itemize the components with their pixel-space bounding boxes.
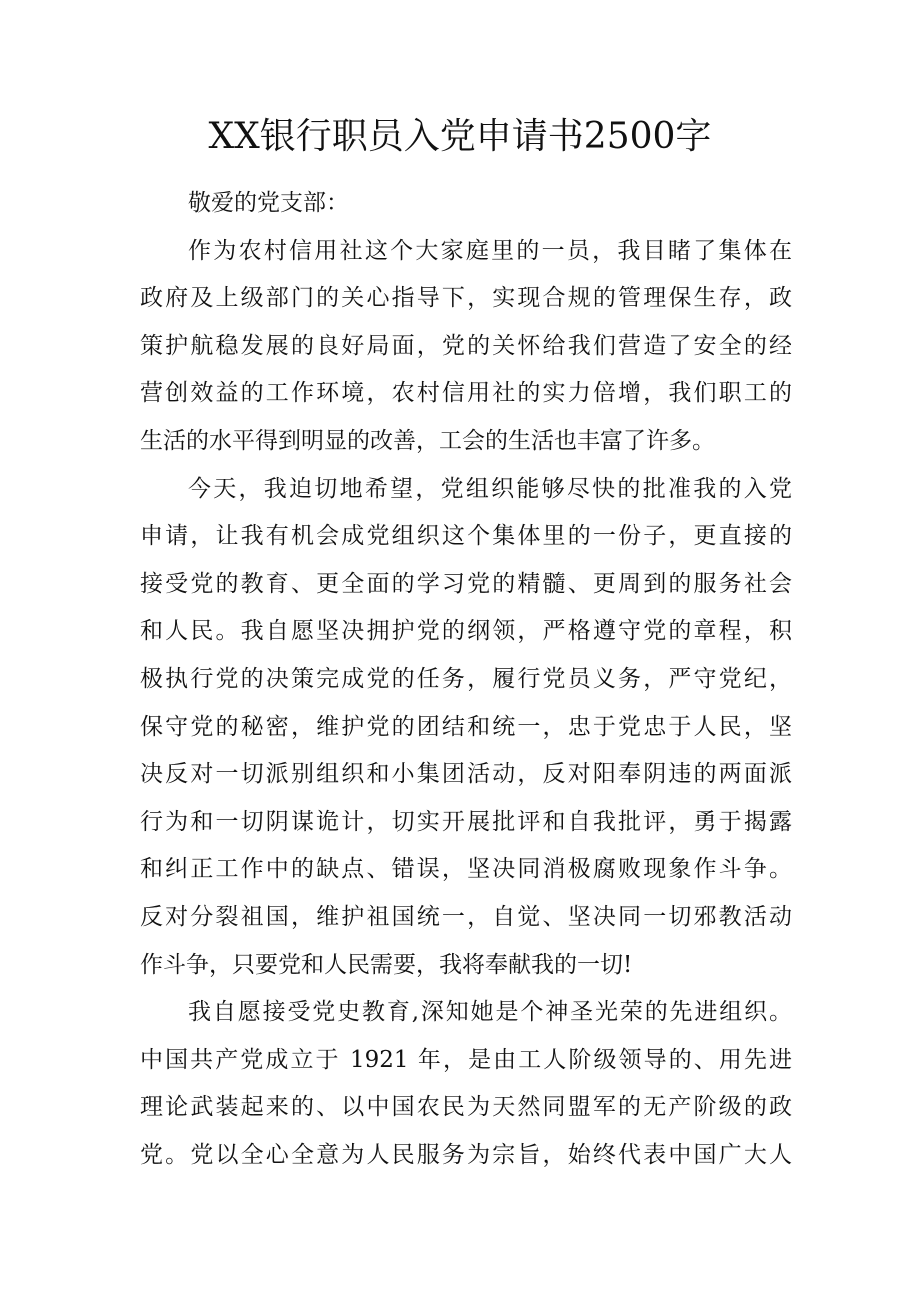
text-line: 策护航稳发展的良好局面，党的关怀给我们营造了安全的经 (140, 332, 792, 359)
text-line: 反对分裂祖国，维护祖国统一，自觉、坚决同一切邪教活动 (140, 903, 792, 930)
document-body (140, 180, 792, 1179)
text-line: 今天，我迫切地希望，党组织能够尽快的批准我的入党 (188, 475, 792, 502)
text-line: 极执行党的决策完成党的任务，履行党员义务，严守党纪， (140, 665, 792, 692)
text-line: 行为和一切阴谋诡计，切实开展批评和自我批评，勇于揭露 (140, 808, 792, 835)
document-title: XX银行职员入党申请书2500字 (208, 116, 712, 157)
text-line: 作为农村信用社这个大家庭里的一员，我目睹了集体在 (188, 237, 792, 264)
text-line: 理论武装起来的、以中国农民为天然同盟军的无产阶级的政 (140, 1094, 792, 1121)
text-line: 我自愿接受党史教育,深知她是个神圣光荣的先进组织。 (188, 999, 792, 1026)
text-line: 营创效益的工作环境，农村信用社的实力倍增，我们职工的 (140, 380, 792, 407)
text-line: 生活的水平得到明显的改善，工会的生活也丰富了许多。 (140, 427, 715, 454)
text-line: 和人民。我自愿坚决拥护党的纲领，严格遵守党的章程，积 (140, 618, 792, 645)
text-line: 政府及上级部门的关心指导下，实现合规的管理保生存，政 (140, 285, 792, 312)
text-line: 党。党以全心全意为人民服务为宗旨，始终代表中国广大人 (140, 1141, 792, 1168)
text-line: 作斗争，只要党和人民需要，我将奉献我的一切! (140, 951, 633, 978)
text-line: 敬爱的党支部： (188, 190, 349, 216)
text-line: 申请，让我有机会成党组织这个集体里的一份子，更直接的 (140, 523, 792, 550)
text-line: 中国共产党成立于 1921 年，是由工人阶级领导的、用先进 (140, 1046, 792, 1073)
text-line: 保守党的秘密，维护党的团结和统一，忠于党忠于人民，坚 (140, 713, 792, 740)
text-line: 和纠正工作中的缺点、错误，坚决同消极腐败现象作斗争。 (140, 856, 792, 883)
text-line: 决反对一切派别组织和小集团活动，反对阳奉阴违的两面派 (140, 761, 792, 788)
text-line: 接受党的教育、更全面的学习党的精髓、更周到的服务社会 (140, 570, 792, 597)
